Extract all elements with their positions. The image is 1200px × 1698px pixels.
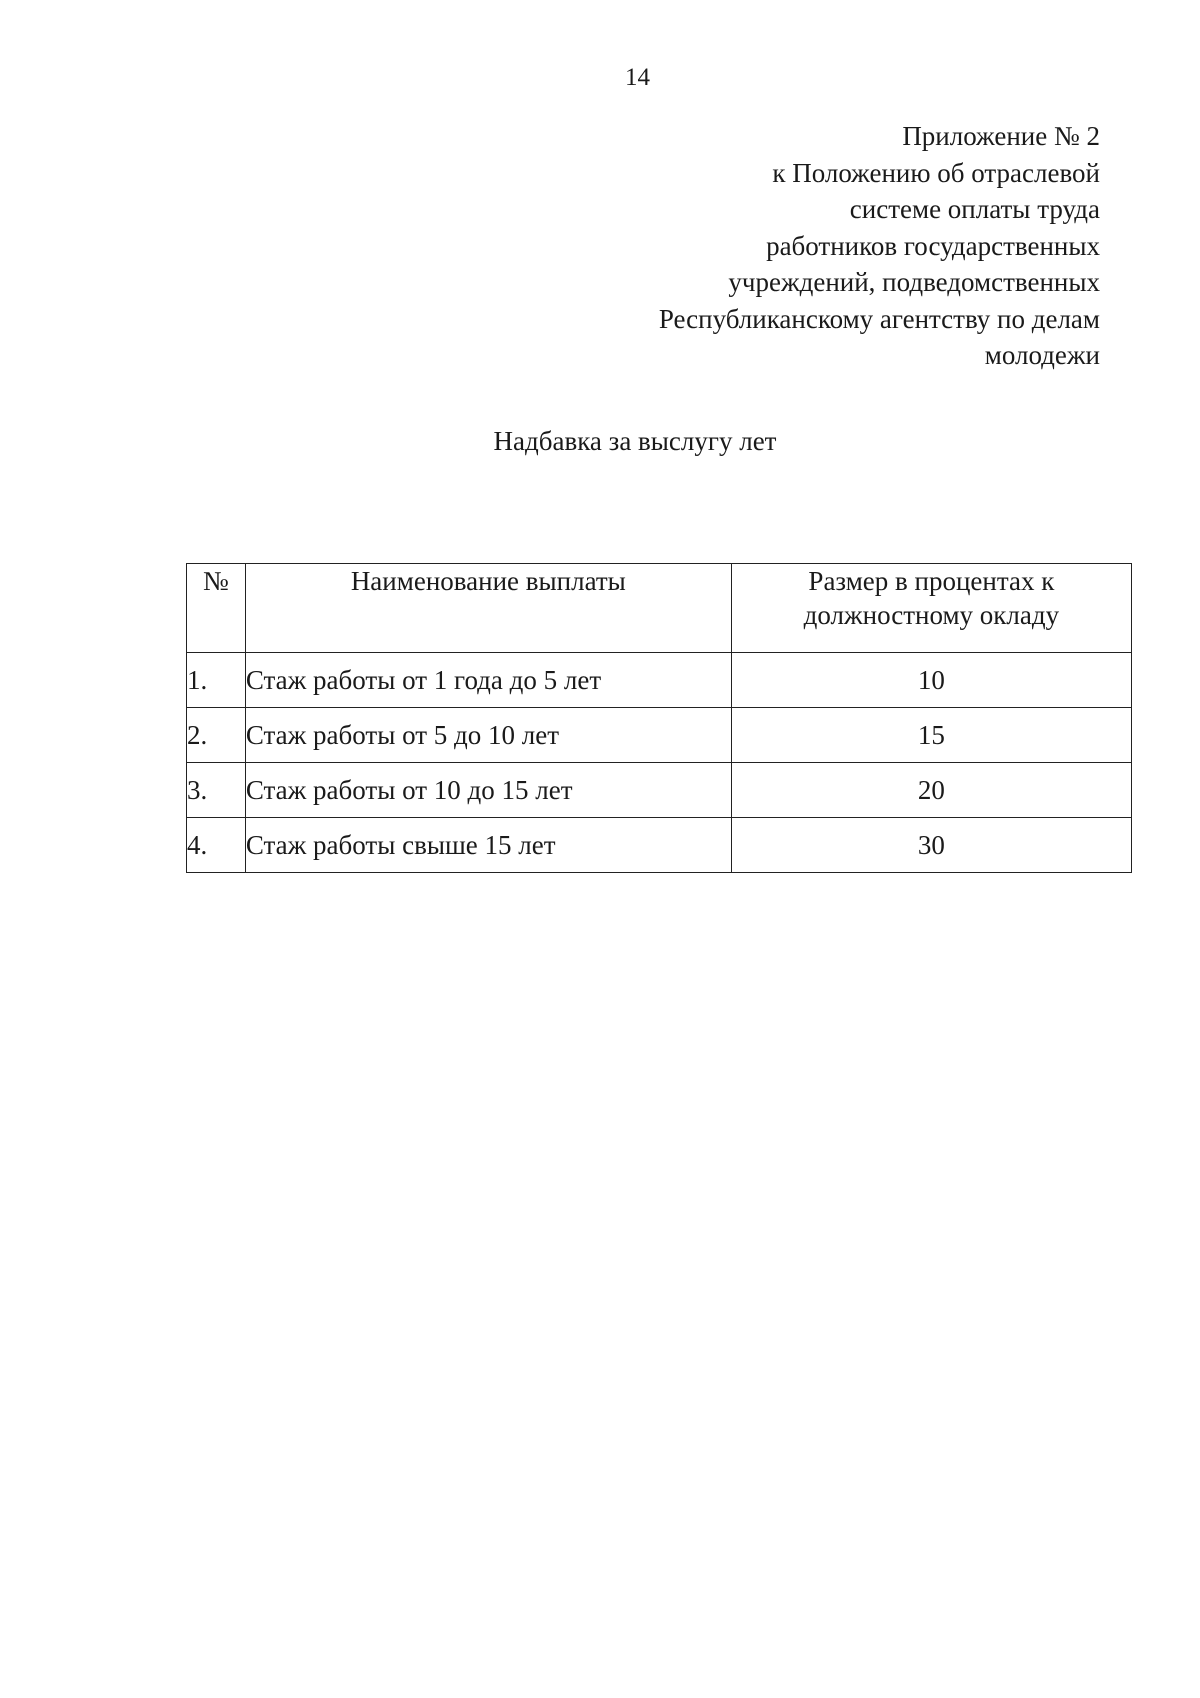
appendix-line: учреждений, подведомственных [728,267,1100,297]
row-number: 1. [187,653,246,708]
appendix-line: Республиканскому агентству по делам [658,303,1100,334]
row-number: 2. [187,708,246,763]
allowance-table [186,563,1132,873]
row-payment-name: Стаж работы от 5 до 10 лет [245,708,731,763]
row-percent: 30 [731,818,1131,873]
row-number: 3. [187,763,246,818]
row-number: 4. [187,818,246,873]
appendix-line: молодежи [984,340,1100,370]
table-row [187,818,1132,873]
document-title: Надбавка за выслугу лет [493,426,777,456]
appendix-line: работников государственных [766,230,1100,261]
header-percent-line: должностному окладу [803,600,1060,630]
header-percent-size [731,564,1131,653]
page-number: 14 [625,64,650,91]
appendix-line: к Положению об отраслевой [772,157,1100,188]
header-number: № [187,564,246,653]
appendix-line: системе оплаты труда [849,194,1100,224]
table-header-row [187,564,1132,653]
appendix-header [659,118,1100,374]
row-payment-name: Стаж работы от 1 года до 5 лет [245,653,731,708]
row-payment-name: Стаж работы от 10 до 15 лет [245,763,731,818]
table-row [187,763,1132,818]
row-payment-name: Стаж работы свыше 15 лет [245,818,731,873]
header-percent-line: Размер в процентах к [808,566,1055,596]
row-percent: 15 [731,708,1131,763]
appendix-line: Приложение № 2 [902,121,1100,151]
table-row [187,653,1132,708]
header-payment-name: Наименование выплаты [245,564,731,653]
row-percent: 20 [731,763,1131,818]
table-row [187,708,1132,763]
row-percent: 10 [731,653,1131,708]
